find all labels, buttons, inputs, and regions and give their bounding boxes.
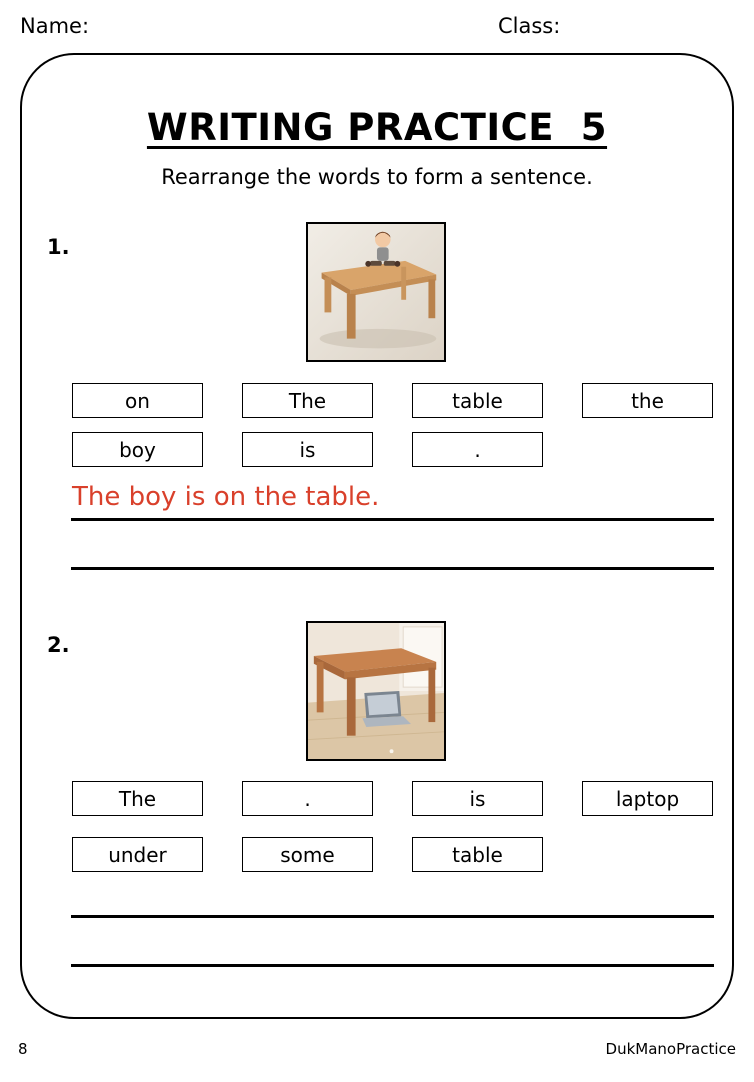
answer-line: [71, 567, 714, 570]
word-tile[interactable]: on: [72, 383, 203, 418]
class-label: Class:: [498, 14, 561, 38]
word-tile[interactable]: some: [242, 837, 373, 872]
worksheet-frame: [20, 53, 734, 1019]
word-tile[interactable]: is: [242, 432, 373, 467]
page-number: 8: [18, 1040, 28, 1058]
word-tile[interactable]: boy: [72, 432, 203, 467]
word-tile[interactable]: the: [582, 383, 713, 418]
instructions: Rearrange the words to form a sentence.: [161, 165, 593, 189]
brand-label: DukManoPractice: [605, 1040, 736, 1058]
word-tile[interactable]: .: [412, 432, 543, 467]
word-tile[interactable]: table: [412, 837, 543, 872]
question-1-number: 1.: [47, 235, 70, 259]
word-tile[interactable]: under: [72, 837, 203, 872]
word-tile[interactable]: laptop: [582, 781, 713, 816]
question-2-number: 2.: [47, 633, 70, 657]
word-tile[interactable]: The: [242, 383, 373, 418]
name-label: Name:: [20, 14, 90, 38]
answer-line: [71, 964, 714, 967]
answer-line: [71, 518, 714, 521]
word-tile[interactable]: The: [72, 781, 203, 816]
word-tile[interactable]: .: [242, 781, 373, 816]
answer-line: [71, 915, 714, 918]
question-1-image: [306, 222, 446, 362]
word-tile[interactable]: is: [412, 781, 543, 816]
word-tile[interactable]: table: [412, 383, 543, 418]
question-2-image: [306, 621, 446, 761]
page-title: WRITING PRACTICE 5: [146, 106, 608, 149]
question-1-answer: The boy is on the table.: [72, 482, 380, 512]
